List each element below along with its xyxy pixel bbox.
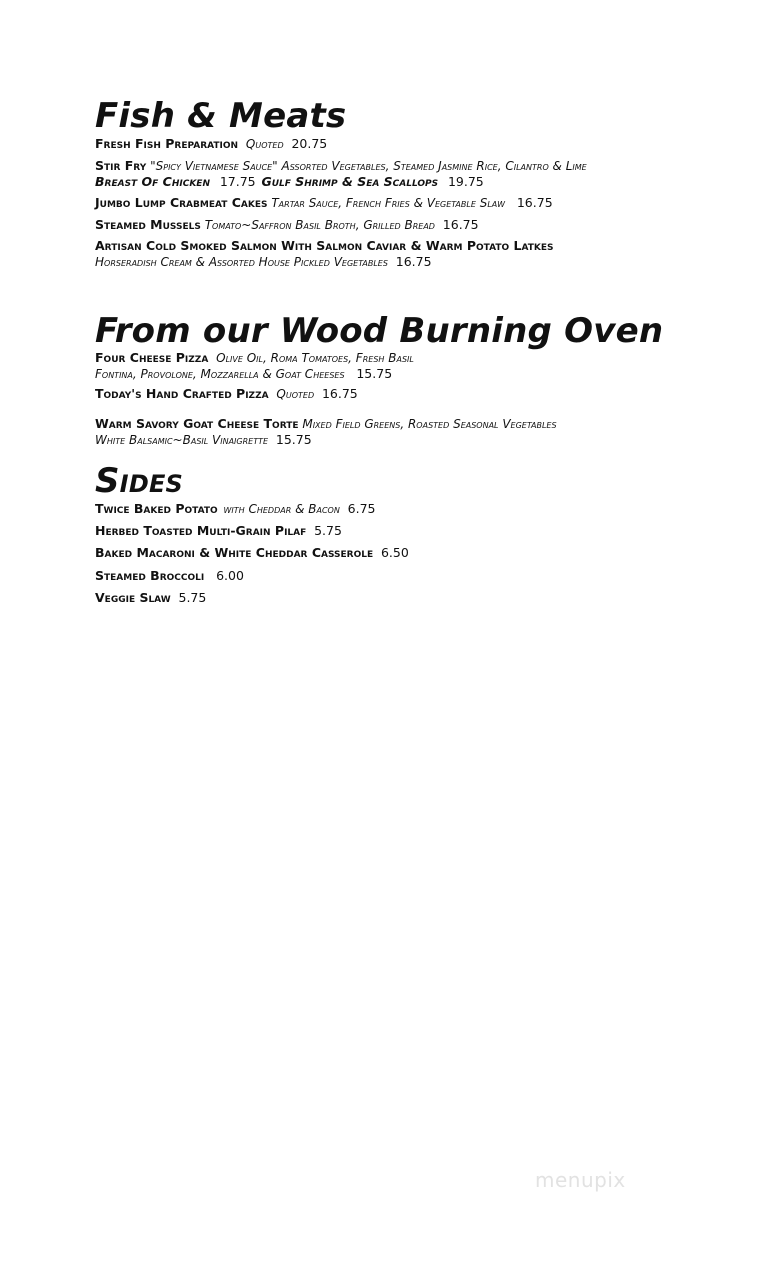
item-price: 20.75	[291, 136, 328, 151]
item-name: Jumbo Lump Crabmeat Cakes	[95, 195, 268, 210]
watermark-logo: menupix	[535, 1168, 626, 1192]
item-name: Four Cheese Pizza	[95, 350, 209, 365]
item-desc: Quoted	[276, 387, 315, 401]
item-price: 15.75	[356, 366, 393, 381]
item-name: Today's Hand Crafted Pizza	[95, 386, 269, 401]
item-desc: Olive Oil, Roma Tomatoes, Fresh Basil	[216, 351, 414, 365]
item-price: 17.75	[219, 174, 256, 189]
menu-item-veggie-slaw	[95, 590, 206, 606]
menu-item-goat-cheese-torte	[95, 416, 557, 448]
item-name: Veggie Slaw	[95, 590, 171, 605]
section-title-sides: Sides	[95, 461, 184, 501]
item-desc: Mixed Field Greens, Roasted Seasonal Vegetables	[302, 417, 557, 431]
menu-item-crabmeat-cakes	[95, 195, 553, 211]
item-price: 5.75	[178, 590, 207, 605]
item-desc-secondary: Fontina, Provolone, Mozzarella & Goat Cheeses	[95, 367, 345, 381]
item-price: 16.75	[516, 195, 553, 210]
item-option-shrimp-scallops: Gulf Shrimp & Sea Scallops	[261, 174, 439, 189]
item-desc: with Cheddar & Bacon	[223, 502, 340, 516]
item-desc: Horseradish Cream & Assorted House Pickled Vegetables	[95, 255, 388, 269]
item-name: Stir Fry	[95, 158, 147, 173]
item-price: 16.75	[395, 254, 432, 269]
menu-item-steamed-broccoli	[95, 568, 244, 584]
item-name: Herbed Toasted Multi-Grain Pilaf	[95, 523, 307, 538]
menu-item-twice-baked-potato	[95, 501, 376, 517]
menu-item-four-cheese-pizza	[95, 350, 414, 382]
item-desc: Tomato~Saffron Basil Broth, Grilled Bread	[204, 218, 435, 232]
item-option-chicken: Breast Of Chicken	[95, 174, 210, 189]
item-desc-secondary: White Balsamic~Basil Vinaigrette	[95, 433, 269, 447]
item-price: 6.75	[347, 501, 376, 516]
section-title-wood-oven: From our Wood Burning Oven	[95, 311, 664, 351]
item-desc: "Spicy Vietnamese Sauce" Assorted Vegetables, Steamed Jasmine Rice, Cilantro & Lime	[150, 159, 587, 173]
item-price: 19.75	[447, 174, 484, 189]
menu-item-fresh-fish	[95, 136, 327, 152]
item-price: 6.00	[216, 568, 244, 583]
menu-item-macaroni-casserole	[95, 545, 409, 561]
menu-item-multigrain-pilaf	[95, 523, 342, 539]
item-name: Warm Savory Goat Cheese Torte	[95, 416, 299, 431]
item-price: 16.75	[442, 217, 479, 232]
item-price: 6.50	[380, 545, 409, 560]
item-desc: Tartar Sauce, French Fries & Vegetable Slaw	[271, 196, 506, 210]
item-name: Steamed Mussels	[95, 217, 201, 232]
item-price: 15.75	[275, 432, 312, 447]
item-desc: Quoted	[245, 137, 284, 151]
menu-item-smoked-salmon	[95, 238, 553, 270]
item-name: Artisan Cold Smoked Salmon With Salmon Caviar & Warm Potato Latkes	[95, 238, 554, 253]
section-title-fish-meats: Fish & Meats	[95, 96, 347, 136]
item-name: Twice Baked Potato	[95, 501, 218, 516]
item-price: 16.75	[321, 386, 358, 401]
item-name: Fresh Fish Preparation	[95, 136, 239, 151]
item-name: Baked Macaroni & White Cheddar Casserole	[95, 545, 374, 560]
menu-item-steamed-mussels	[95, 217, 479, 233]
menu-item-hand-crafted-pizza	[95, 386, 358, 402]
item-price: 5.75	[314, 523, 342, 538]
menu-item-stir-fry	[95, 158, 587, 190]
item-name: Steamed Broccoli	[95, 568, 205, 583]
